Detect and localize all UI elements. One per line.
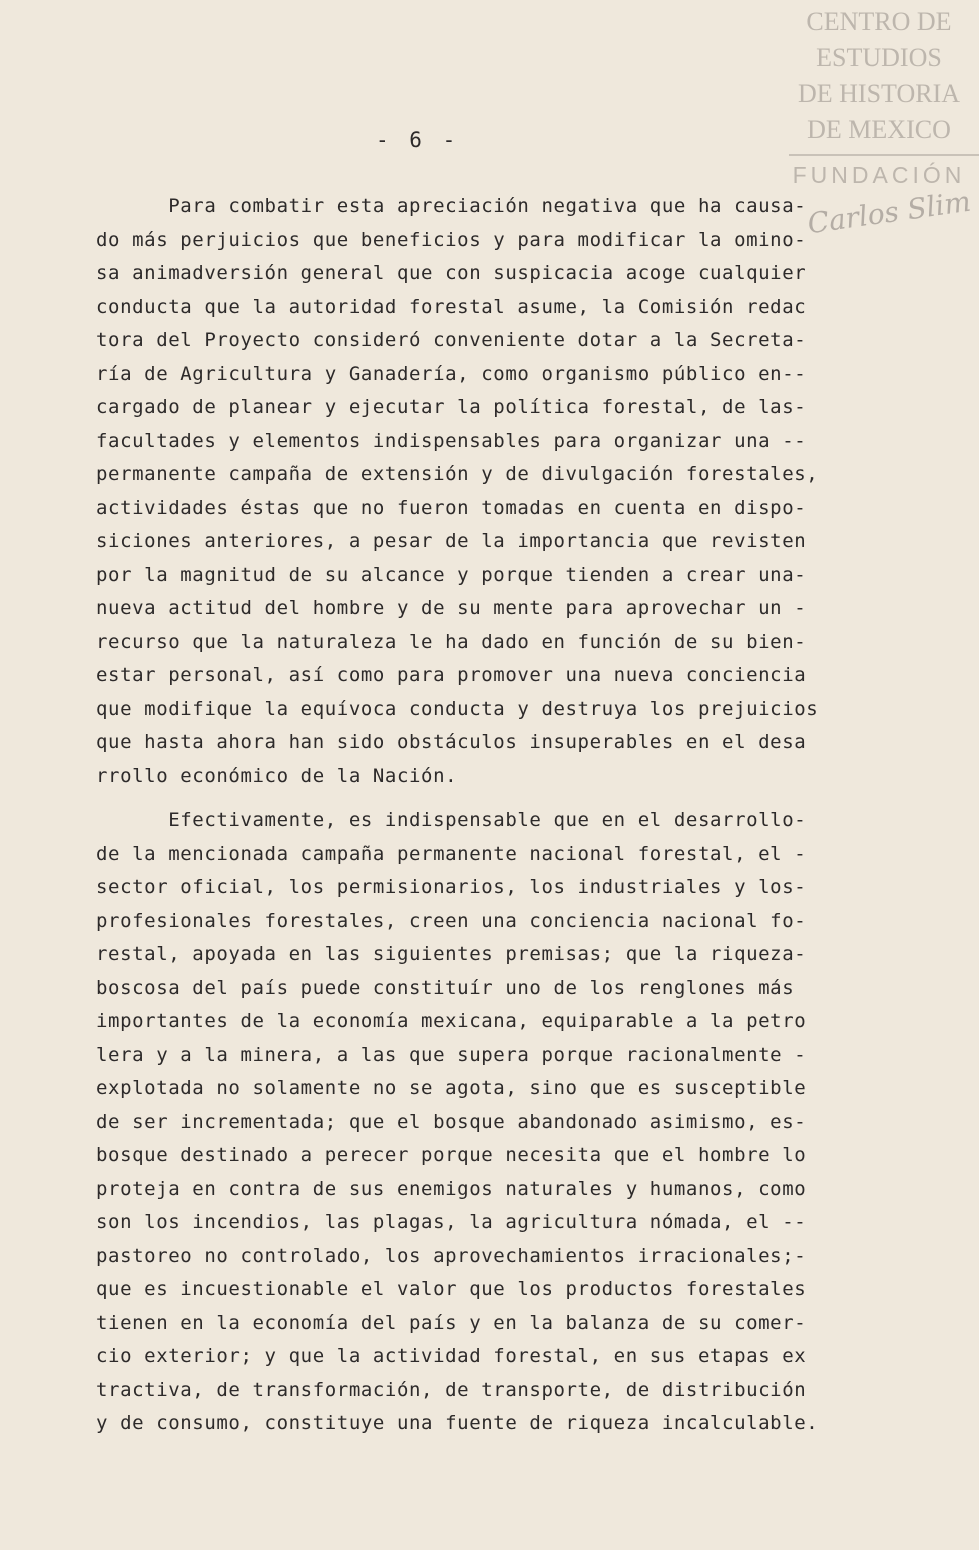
text-line: estar personal, así como para promover una nueva conciencia: [96, 664, 807, 686]
text-line: tractiva, de transformación, de transporte, de distribución: [96, 1378, 807, 1401]
archive-watermark: [779, 4, 979, 190]
text-line: siciones anteriores, a pesar de la importancia que revisten: [96, 530, 807, 552]
text-line: tora del Proyecto consideró conveniente dotar a la Secreta-: [96, 329, 807, 351]
watermark-line: CENTRO DE: [806, 7, 952, 36]
text-line: rrollo económico de la Nación.: [96, 764, 458, 787]
text-line: profesionales forestales, creen una conciencia nacional fo-: [96, 909, 807, 932]
watermark-divider: [789, 154, 979, 156]
watermark-line: DE MEXICO: [807, 115, 951, 144]
text-line: de la mencionada campaña permanente nacional forestal, el -: [96, 842, 807, 865]
text-line: cio exterior; y que la actividad forestal, en sus etapas ex: [96, 1345, 807, 1367]
handwritten-signature: Carlos Slim: [805, 184, 973, 241]
paragraph-2: [96, 804, 916, 1441]
watermark-line: ESTUDIOS: [816, 43, 942, 72]
text-line: nueva actitud del hombre y de su mente para aprovechar un -: [96, 597, 807, 619]
text-line: cargado de planear y ejecutar la política forestal, de las-: [96, 396, 807, 418]
text-line: Para combatir esta apreciación negativa que ha causa-: [96, 195, 807, 217]
text-line: boscosa del país puede constituír uno de los renglones más: [96, 976, 795, 999]
text-line: que hasta ahora han sido obstáculos insuperables en el desa: [96, 731, 807, 753]
text-line: por la magnitud de su alcance y porque tienden a crear una-: [96, 563, 807, 586]
text-line: sa animadversión general que con suspicacia acoge cualquier: [96, 262, 807, 284]
paragraph-1: [96, 190, 916, 793]
text-line: facultades y elementos indispensables para organizar una --: [96, 429, 807, 452]
text-line: actividades éstas que no fueron tomadas en cuenta en dispo-: [96, 496, 807, 519]
text-line: recurso que la naturaleza le ha dado en función de su bien-: [96, 630, 807, 653]
text-line: conducta que la autoridad forestal asume, la Comisión redac: [96, 295, 807, 318]
text-line: bosque destinado a perecer porque necesita que el hombre lo: [96, 1144, 807, 1166]
text-line: explotada no solamente no se agota, sino que es susceptible: [96, 1077, 807, 1099]
page-number: - 6 -: [376, 128, 460, 152]
text-line: que es incuestionable el valor que los productos forestales: [96, 1278, 807, 1300]
text-line: importantes de la economía mexicana, equiparable a la petro: [96, 1010, 807, 1032]
text-line: Efectivamente, es indispensable que en el desarrollo-: [96, 809, 807, 831]
text-line: de ser incrementada; que el bosque abandonado asimismo, es-: [96, 1110, 807, 1133]
text-line: lera y a la minera, a las que supera porque racionalmente -: [96, 1043, 807, 1066]
text-line: sector oficial, los permisionarios, los industriales y los-: [96, 876, 807, 898]
text-line: ría de Agricultura y Ganadería, como organismo público en--: [96, 362, 807, 385]
watermark-foundation: FUNDACIÓN: [792, 162, 966, 188]
text-line: pastoreo no controlado, los aprovechamientos irracionales;-: [96, 1244, 807, 1267]
watermark-line: DE HISTORIA: [797, 79, 961, 108]
text-line: do más perjuicios que beneficios y para modificar la omino-: [96, 228, 807, 251]
text-line: son los incendios, las plagas, la agricultura nómada, el --: [96, 1211, 807, 1233]
text-line: y de consumo, constituye una fuente de riqueza incalculable.: [96, 1412, 819, 1434]
text-line: restal, apoyada en las siguientes premisas; que la riqueza-: [96, 943, 807, 965]
text-line: permanente campaña de extensión y de divulgación forestales,: [96, 463, 819, 485]
text-line: tienen en la economía del país y en la balanza de su comer-: [96, 1311, 807, 1334]
text-line: que modifique la equívoca conducta y destruya los prejuicios: [96, 697, 819, 720]
text-line: proteja en contra de sus enemigos naturales y humanos, como: [96, 1177, 807, 1200]
